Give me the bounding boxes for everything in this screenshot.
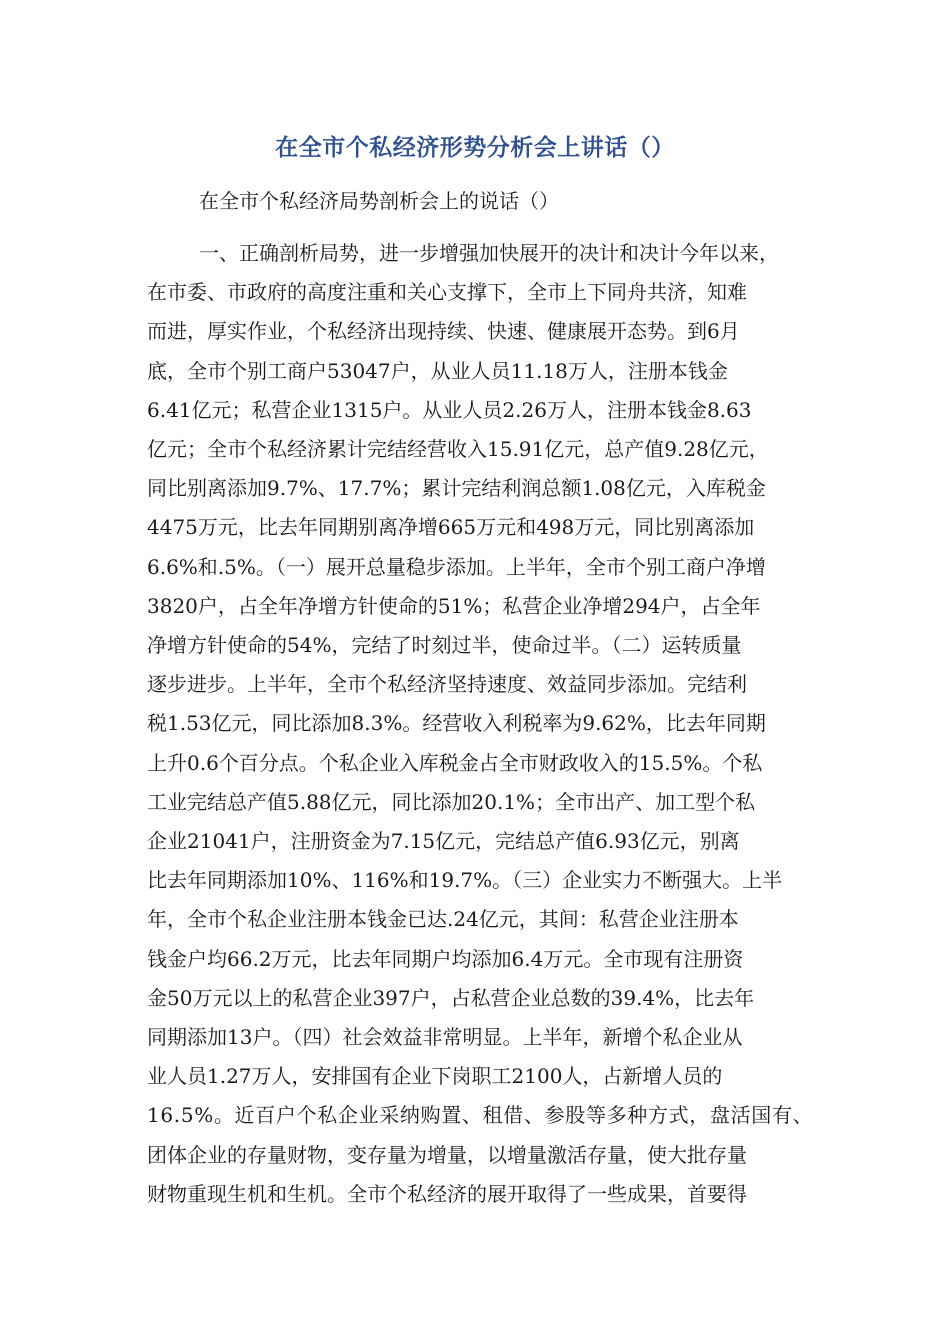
paragraph-line: 年，全市个私企业注册本钱金已达.24亿元，其间：私营企业注册本 [147, 907, 739, 931]
paragraph-line: 工业完结总产值5.88亿元，同比添加20.1%；全市出产、加工型个私 [147, 790, 756, 814]
paragraph-line: 企业21041户，注册资金为7.15亿元，完结总产值6.93亿元，别离 [147, 829, 740, 853]
paragraph-line: 业人员1.27万人，安排国有企业下岗职工2100人，占新增人员的 [147, 1064, 723, 1088]
paragraph-line: 逐步进步。上半年，全市个私经济坚持速度、效益同步添加。完结利 [147, 672, 747, 696]
paragraph-line: 净增方针使命的54%，完结了时刻过半，使命过半。（二）运转质量 [147, 633, 742, 657]
paragraph-line: 4475万元，比去年同期别离净增665万元和498万元，同比别离添加 [147, 515, 755, 539]
paragraph-line: 在市委、市政府的高度注重和关心支撑下，全市上下同舟共济，知难 [147, 280, 747, 304]
document-subtitle: 在全市个私经济局势剖析会上的说话（） [199, 189, 559, 213]
paragraph-line: 比去年同期添加10%、116%和19.7%。（三）企业实力不断强大。上半 [147, 868, 783, 892]
paragraph-line: 一、正确剖析局势，进一步增强加快展开的决计和决计今年以来， [199, 241, 779, 265]
paragraph-line: 3820户，占全年净增方针使命的51%；私营企业净增294户，占全年 [147, 594, 761, 618]
paragraph-line: 团体企业的存量财物，变存量为增量，以增量激活存量，使大批存量 [147, 1143, 747, 1167]
paragraph-line: 6.6%和.5%。（一）展开总量稳步添加。上半年，全市个别工商户净增 [147, 555, 766, 579]
paragraph-line: 税1.53亿元，同比添加8.3%。经营收入利税率为9.62%，比去年同期 [147, 711, 766, 735]
paragraph-line: 6.41亿元；私营企业1315户。从业人员2.26万人，注册本钱金8.63 [147, 398, 752, 422]
paragraph-line: 金50万元以上的私营企业397户，占私营企业总数的39.4%，比去年 [147, 986, 755, 1010]
paragraph-line: 而进，厚实作业，个私经济出现持续、快速、健康展开态势。到6月 [147, 319, 740, 343]
document-title: 在全市个私经济形势分析会上讲话（） [275, 135, 675, 161]
paragraph-line: 亿元；全市个私经济累计完结经营收入15.91亿元，总产值9.28亿元， [147, 437, 769, 461]
paragraph-line: 钱金户均66.2万元，比去年同期户均添加6.4万元。全市现有注册资 [147, 947, 744, 971]
paragraph-line: 财物重现生机和生机。全市个私经济的展开取得了一些成果，首要得 [147, 1182, 747, 1206]
paragraph-line: 同比别离添加9.7%、17.7%；累计完结利润总额1.08亿元，入库税金 [147, 476, 766, 500]
paragraph-line: 底，全市个别工商户53047户，从业人员11.18万人，注册本钱金 [147, 359, 728, 383]
paragraph-line: 上升0.6个百分点。个私企业入库税金占全市财政收入的15.5%。个私 [147, 751, 763, 775]
paragraph-line: 同期添加13户。（四）社会效益非常明显。上半年，新增个私企业从 [147, 1025, 743, 1049]
paragraph-line: 16.5%。近百户个私企业采纳购置、租借、参股等多种方式，盘活国有、 [147, 1103, 814, 1127]
